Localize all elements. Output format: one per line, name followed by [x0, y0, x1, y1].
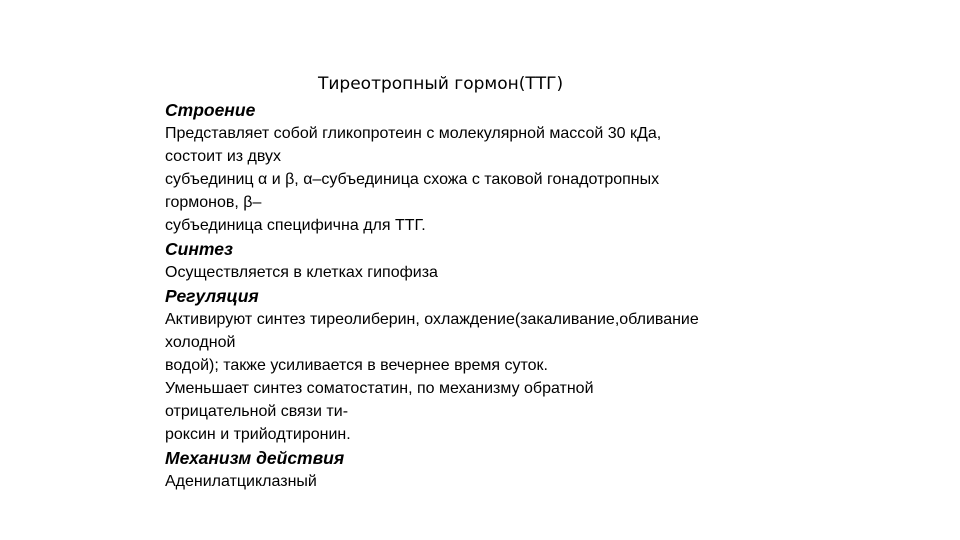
section-heading: Механизм действия [165, 448, 345, 468]
section-heading: Строение [165, 100, 256, 120]
text-line: субъединиц α и β, α–субъединица схожа с таковой гонадотропных [165, 171, 660, 188]
text-line: субъединица специфична для ТТГ. [165, 217, 426, 234]
section-synthesis [165, 237, 805, 284]
text-line: Осуществляется в клетках гипофиза [165, 264, 438, 281]
text-line: гормонов, β– [165, 194, 262, 211]
section-regulation [165, 284, 805, 446]
section-heading: Регуляция [165, 286, 259, 306]
section-heading: Синтез [165, 239, 233, 259]
slide-content [165, 98, 805, 493]
text-line: Уменьшает синтез соматостатин, по механизму обратной [165, 380, 594, 397]
text-line: роксин и трийодтиронин. [165, 426, 351, 443]
text-line: водой); также усиливается в вечернее время суток. [165, 357, 548, 374]
text-line: Представляет собой гликопротеин с молекулярной массой 30 кДа, [165, 125, 662, 142]
text-line: Аденилатциклазный [165, 473, 317, 490]
text-line: холодной [165, 334, 236, 351]
text-line: Активируют синтез тиреолиберин, охлаждение(закаливание,обливание [165, 311, 699, 328]
section-mechanism [165, 446, 805, 493]
text-line: отрицательной связи ти- [165, 403, 349, 420]
slide-title: Тиреотропный гормон(ТТГ) [318, 74, 564, 94]
section-structure [165, 98, 805, 237]
text-line: состоит из двух [165, 148, 282, 165]
